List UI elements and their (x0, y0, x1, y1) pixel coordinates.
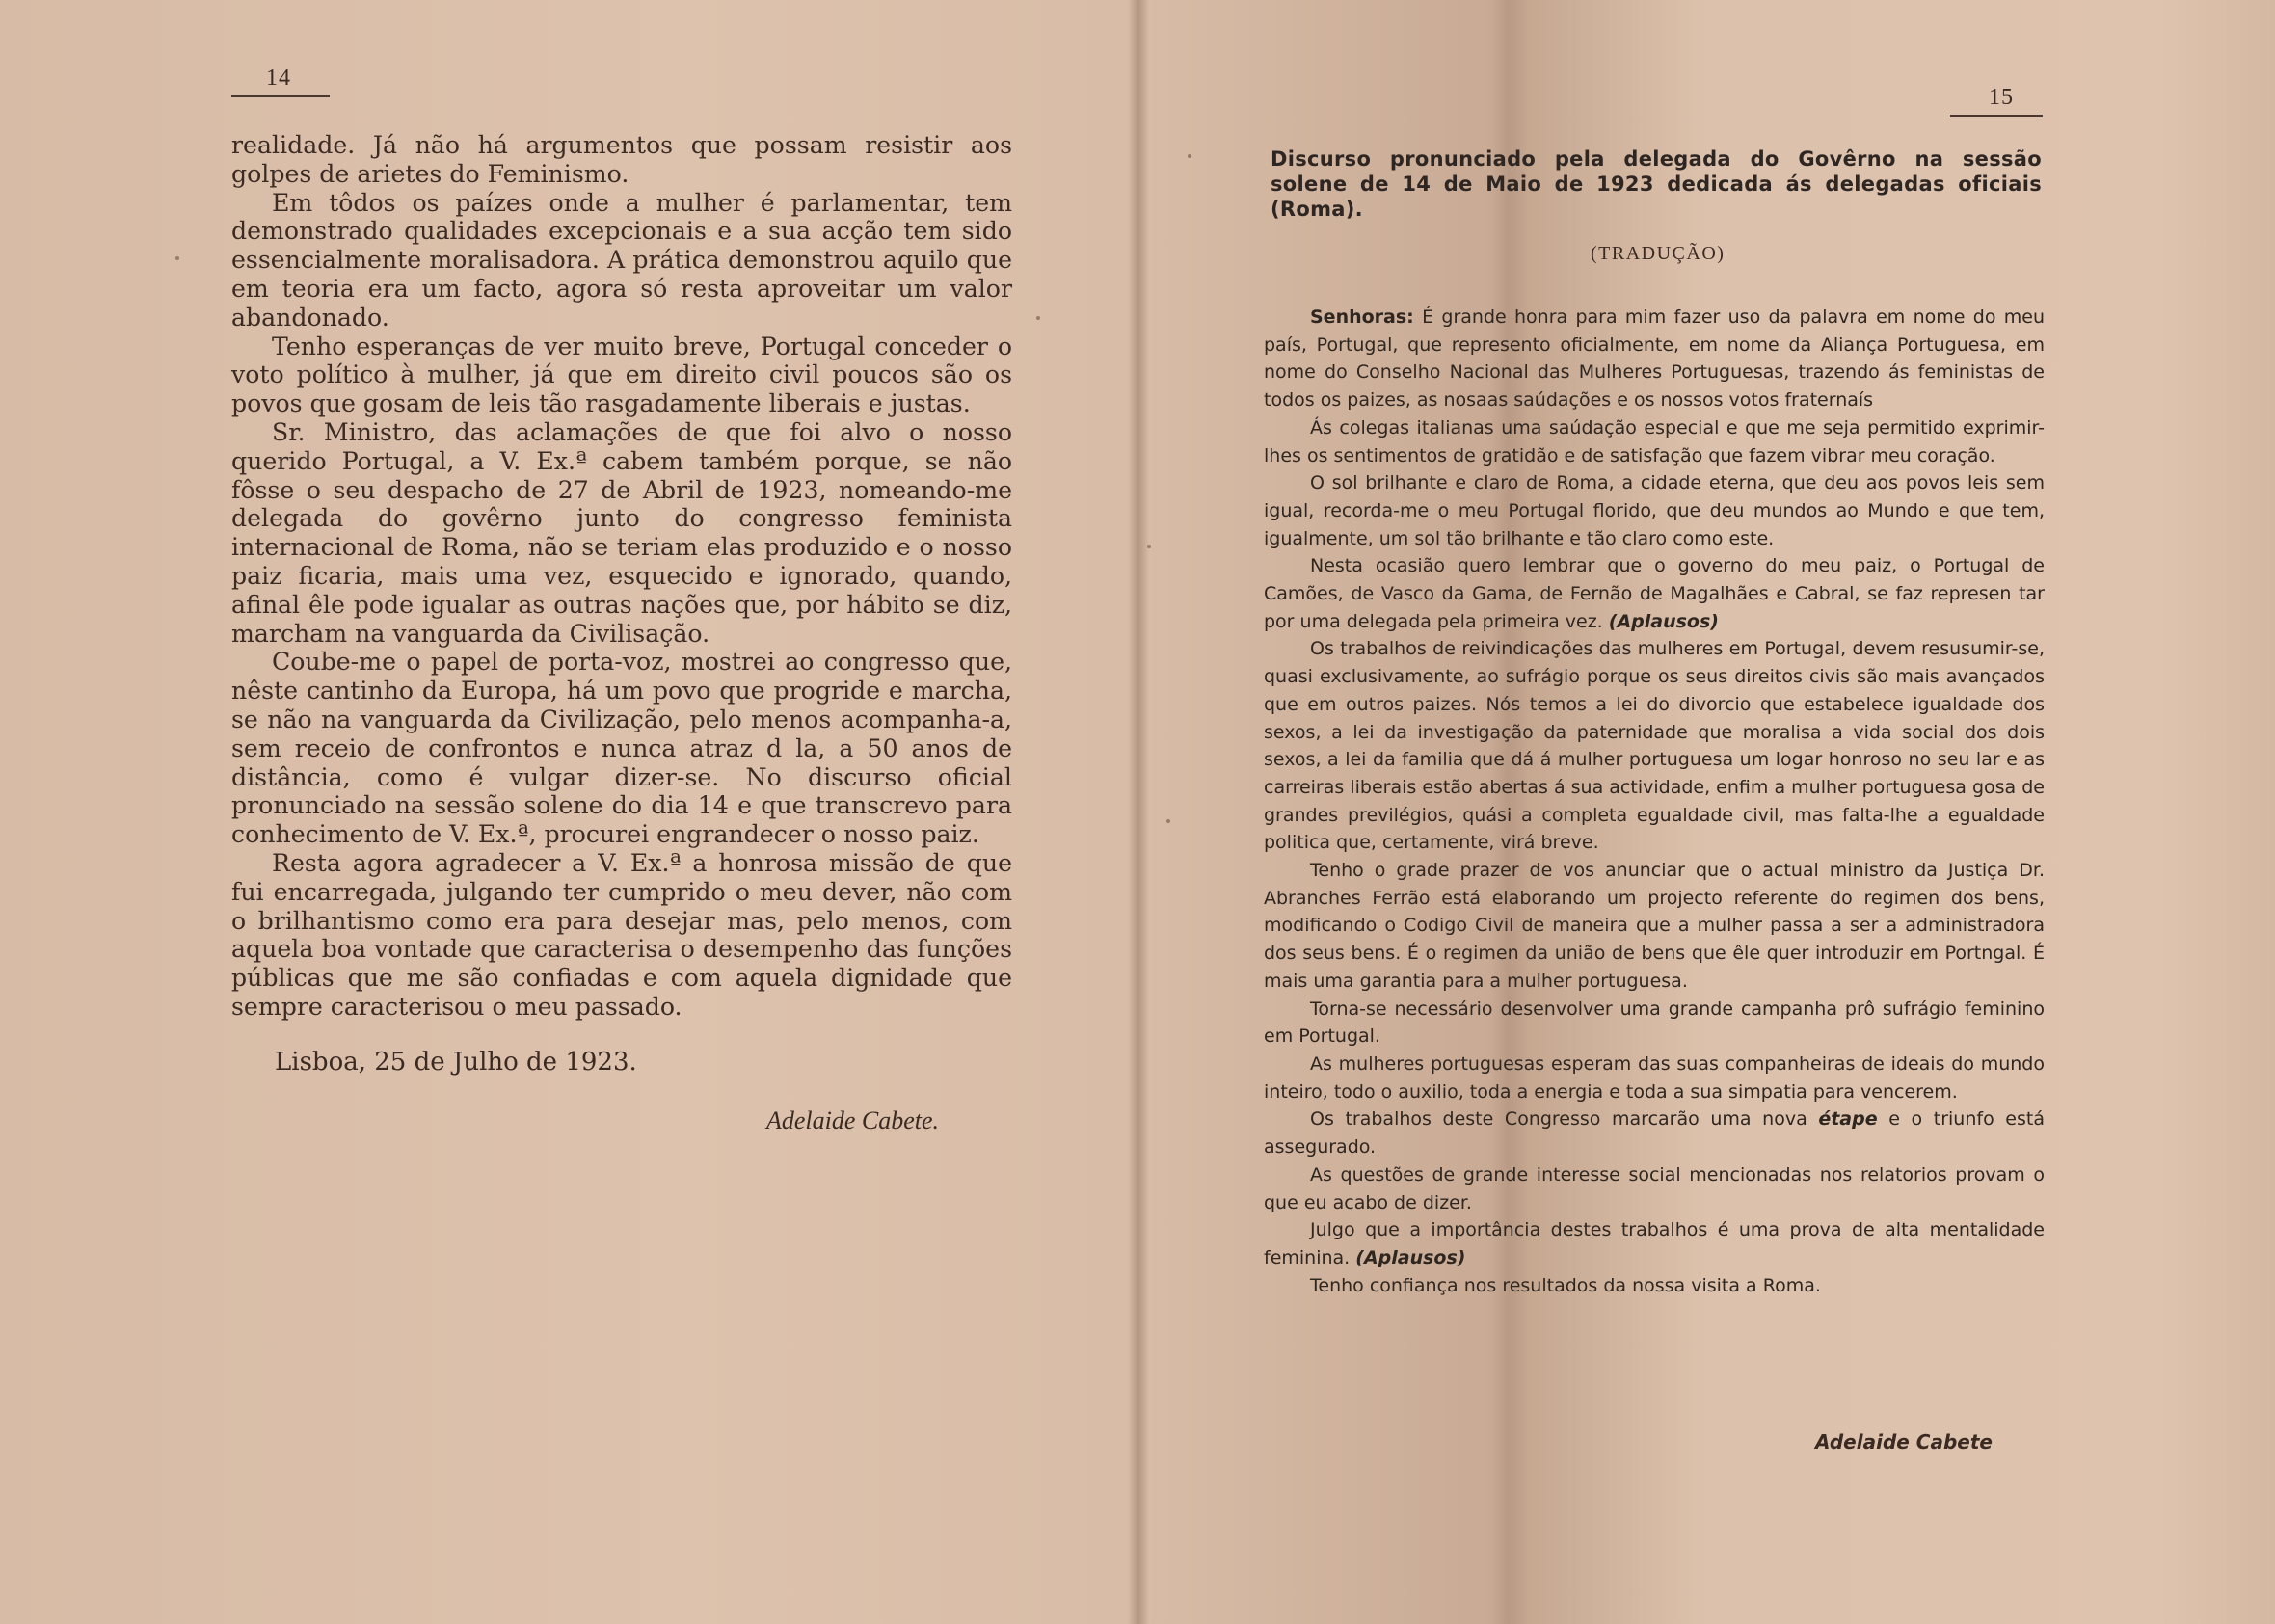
paragraph: As questões de grande interesse social mencionadas nos relatorios provam o que eu acabo de dizer. (1264, 1163, 2045, 1213)
paragraph: Sr. Ministro, das aclamações de que foi alvo o nosso querido Portugal, a V. Ex.ª cabem também porque, se não fôsse o seu despacho de 27 de Abril de 1923, nomeando-me delegada do govêrno junto do congresso feminista internacional de Roma, não se teriam elas produzido e o nosso paiz ficaria, mais uma vez, esquecido e ignorado, quando, afinal êle pode igualar as outras nações que, por hábito se diz, marcham na vanguarda da Civilisação. (231, 417, 1012, 648)
paragraph: Ás colegas italianas uma saúdação especial e que me seja permitido exprimir-lhes os sentimentos de gratidão e de satisfação que fazem vibrar meu coração. (1264, 416, 2045, 466)
paper-speck (1147, 545, 1151, 548)
paragraph (1264, 304, 2045, 414)
page-number-left: 14 (231, 66, 330, 97)
speech-title: Discurso pronunciado pela delegada do Govêrno na sessão solene de 14 de Maio de 1923 dedicada ás delegadas oficiais (Roma). (1271, 147, 2042, 221)
paragraph-text: Os trabalhos deste Congresso marcarão uma nova (1310, 1108, 1807, 1131)
paper-speck (1188, 154, 1191, 158)
paragraph: Torna-se necessário desenvolver uma grande campanha prô sufrágio feminino em Portugal. (1264, 998, 2045, 1048)
paragraph (1264, 552, 2045, 635)
paragraph: Os trabalhos de reivindicações das mulheres em Portugal, devem resusumir-se, quasi exclusivamente, ao sufrágio porque os seus direitos civis são mais avançados que em outros paizes. Nós temos a lei do divorcio que estabelece igualdade dos sexos, a lei da investigação da paternidade que moralisa a vida social dos dois sexos, a lei da familia que dá á mulher portuguesa um logar honroso no seu lar e as carreiras liberais estão abertas á sua actividade, enfim a mulher portuguesa gosa de grandes previlégios, quási a completa egualdade civil, mas falta-lhe a egualdade politica que, certamente, virá breve. (1264, 638, 2045, 854)
dateline: Lisboa, 25 de Julho de 1923. (275, 1048, 637, 1077)
paragraph-text: e o triunfo está assegurado. (1264, 1108, 2045, 1158)
signature: Adelaide Cabete (1815, 1430, 1993, 1453)
translation-note: (TRADUÇÃO) (1591, 243, 1726, 264)
paper-speck (175, 256, 179, 260)
paragraph: As mulheres portuguesas esperam das suas companheiras de ideais do mundo inteiro, todo o auxilio, toda a energia e toda a sua simpatia para vencerem. (1264, 1052, 2045, 1103)
paragraph: Resta agora agradecer a V. Ex.ª a honrosa missão de que fui encarregada, julgando ter cumprido o meu dever, não com o brilhantismo como era para desejar mas, pelo menos, com aquela boa vontade que caracterisa o desempenho das funções públicas que me são confiadas e com aquela dignidade que sempre caracterisou o meu passado. (231, 848, 1012, 1021)
paper-speck (1166, 819, 1170, 823)
paragraph: Em tôdos os paízes onde a mulher é parlamentar, tem demonstrado qualidades excepcionais e a sua acção tem sido essencialmente moralisadora. A prática demonstrou aquilo que em teoria era um facto, agora só resta aproveitar um valor abandonado. (231, 188, 1012, 332)
paragraph-text: É grande honra para mim fazer uso da palavra em nome do meu país, Portugal, que represento oficialmente, em nome da Aliança Portuguesa, em nome do Conselho Nacional das Mulheres Portuguesas, trazendo ás feministas de todos os paizes, as nosaas saúdações e os nossos votos fraternaís (1264, 306, 2045, 412)
right-page-body (1264, 304, 2045, 1299)
paragraph: realidade. Já não há argumentos que possam resistir aos golpes de arietes do Feminismo. (231, 131, 1012, 188)
right-page (1147, 0, 2275, 1624)
paragraph: O sol brilhante e claro de Roma, a cidade eterna, que deu aos povos leis sem igual, recorda-me o meu Portugal florido, que deu mundos ao Mundo e que tem, igualmente, um sol tão brilhante e tão claro como este. (1264, 472, 2045, 549)
paragraph (1264, 1105, 2045, 1160)
paragraph-text: Julgo que a importância destes trabalhos é uma prova de alta mentalidade feminina. (1264, 1219, 2045, 1268)
applause-note: (Aplausos) (1355, 1246, 1466, 1268)
page-number-right: 15 (1950, 85, 2043, 117)
signature: Adelaide Cabete. (766, 1106, 940, 1134)
paragraph-text: Nesta ocasião quero lembrar que o governo do meu paiz, o Portugal de Camões, de Vasco da Gama, de Fernão de Magalhães e Cabral, se faz represen tar por uma delegada pela primeira vez. (1264, 555, 2045, 632)
salutation: Senhoras: (1310, 306, 1414, 328)
left-page-body (231, 131, 1012, 1022)
paragraph: Tenho o grade prazer de vos anunciar que o actual ministro da Justiça Dr. Abranches Ferrão está elaborando um projecto referente do regimen dos bens, modificando o Codigo Civil de maneira que a mulher passa a ser a administradora dos seus bens. É o regimen da união de bens que êle quer introduzir em Portngal. É mais uma garantia para a mulher portuguesa. (1264, 860, 2045, 992)
paragraph: Tenho esperanças de ver muito breve, Portugal conceder o voto político à mulher, já que em direito civil poucos são os povos que gosam de leis tão rasgadamente liberais e justas. (231, 332, 1012, 418)
applause-note: (Aplausos) (1608, 610, 1719, 632)
paragraph: Coube-me o papel de porta-voz, mostrei ao congresso que, nêste cantinho da Europa, há um povo que progride e marcha, se não na vanguarda da Civilização, pelo menos acompanha-a, sem receio de confrontos e nunca atraz d la, a 50 anos de distância, como é vulgar dizer-se. No discurso oficial pronunciado na sessão solene do dia 14 e que transcrevo para conhecimento de V. Ex.ª, procurei engrandecer o nosso paiz. (231, 648, 1012, 849)
paragraph (1264, 1216, 2045, 1271)
etape-word: étape (1818, 1108, 1878, 1131)
paper-speck (1036, 316, 1040, 320)
paragraph: Tenho confiança nos resultados da nossa visita a Roma. (1310, 1274, 1821, 1296)
